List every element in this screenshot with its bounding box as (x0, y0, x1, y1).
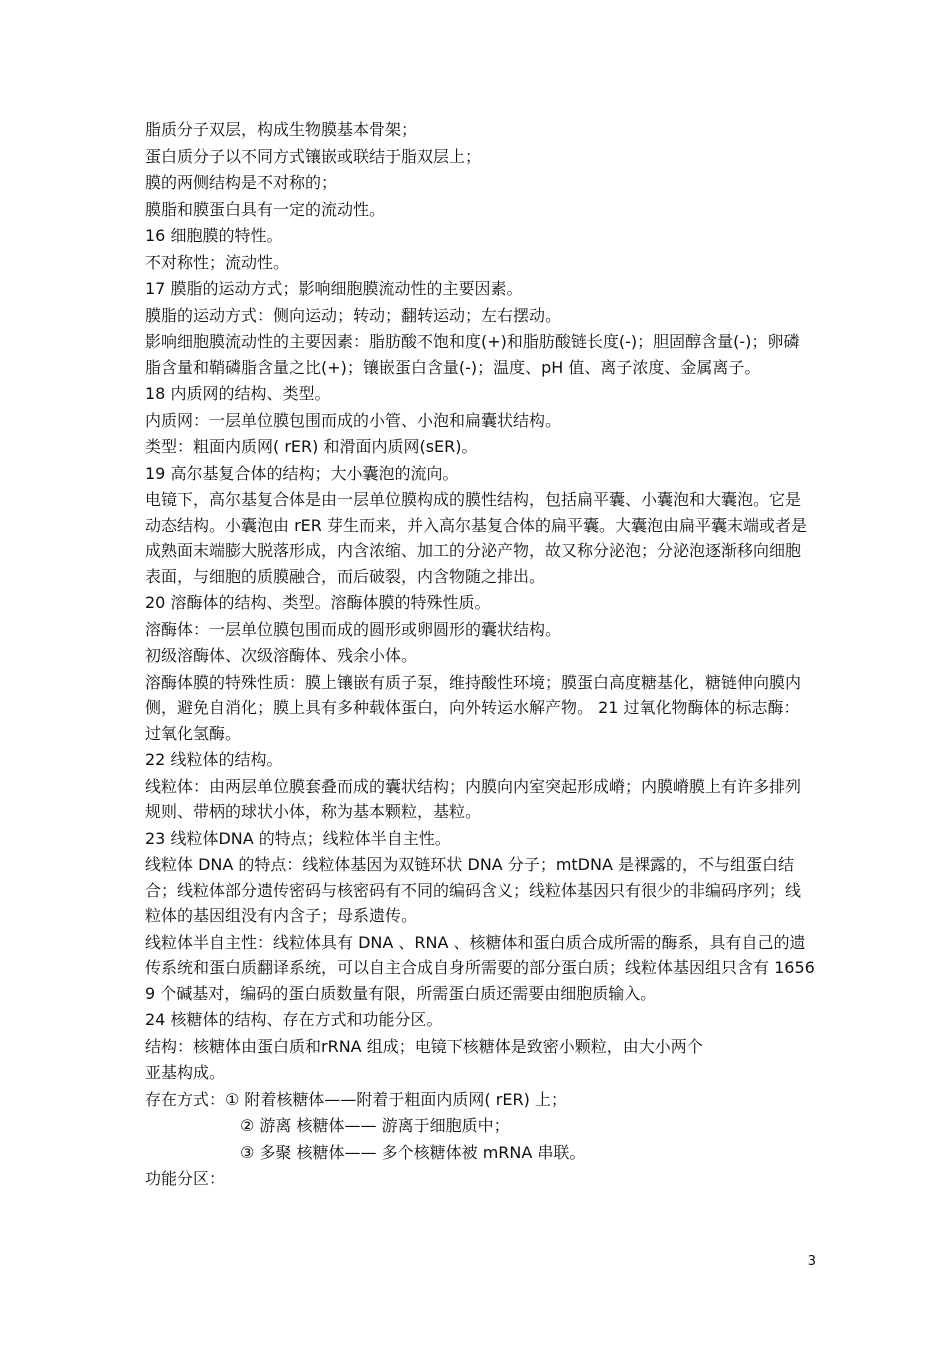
document-body (145, 117, 815, 1193)
section-heading: 16 细胞膜的特性。 (145, 226, 283, 245)
paragraph: 线粒体 DNA 的特点：线粒体基因为双链环状 DNA 分子；mtDNA 是裸露的，不与组蛋白结合；线粒体部分遗传密码与核密码有不同的编码含义；线粒体基因只有很少的非编码序列；线粒体的基因组没有内含子；母系遗传。 (145, 855, 802, 925)
list-item: ② 游离 核糖体—— 游离于细胞质中； (240, 1116, 510, 1135)
text-line: 亚基构成。 (145, 1063, 226, 1082)
paragraph: 影响细胞膜流动性的主要因素：脂肪酸不饱和度(+)和脂肪酸链长度(-)；胆固醇含量(-)；卵磷脂含量和鞘磷脂含量之比(+)；镶嵌蛋白含量(-)；温度、pH 值、离子浓度、金属离子。 (145, 332, 800, 377)
section-heading: 23 线粒体DNA 的特点；线粒体半自主性。 (145, 828, 451, 848)
text-line: 初级溶酶体、次级溶酶体、残余小体。 (145, 646, 418, 665)
list-item: ③ 多聚 核糖体—— 多个核糖体被 mRNA 串联。 (240, 1142, 586, 1162)
text-line: 膜脂的运动方式：侧向运动；转动；翻转运动；左右摆动。 (145, 305, 562, 325)
text-line: 蛋白质分子以不同方式镶嵌或联结于脂双层上； (145, 146, 482, 166)
text-line: 不对称性；流动性。 (145, 252, 290, 272)
paragraph: 线粒体：由两层单位膜套叠而成的囊状结构；内膜向内室突起形成嵴；内膜嵴膜上有许多排列规则、带柄的球状小体，称为基本颗粒，基粒。 (145, 776, 802, 821)
page-number: 3 (807, 1254, 816, 1269)
text-line: 内质网：一层单位膜包围而成的小管、小泡和扁囊状结构。 (145, 410, 562, 430)
paragraph: 电镜下，高尔基复合体是由一层单位膜构成的膜性结构，包括扁平囊、小囊泡和大囊泡。它是动态结构。小囊泡由 rER 芽生而来，并入高尔基复合体的扁平囊。大囊泡由扁平囊末端或者是成熟面末端膨大脱落形成，内含浓缩、加工的分泌产物，故又称分泌泡；分泌泡逐渐移向细胞表面，与细胞的质膜融合，而后破裂，内含物随之排出。 (145, 490, 807, 586)
text-line: 脂质分子双层，构成生物膜基本骨架； (145, 120, 418, 139)
list-item: 存在方式：① 附着核糖体——附着于粗面内质网( rER) 上； (145, 1089, 567, 1109)
section-heading: 17 膜脂的运动方式；影响细胞膜流动性的主要因素。 (145, 279, 523, 298)
text-line: 溶酶体：一层单位膜包围而成的圆形或卵圆形的囊状结构。 (145, 619, 562, 639)
section-heading: 20 溶酶体的结构、类型。溶酶体膜的特殊性质。 (145, 593, 491, 612)
text-line: 功能分区： (145, 1169, 226, 1188)
section-heading: 24 核糖体的结构、存在方式和功能分区。 (145, 1010, 443, 1029)
text-line: 结构：核糖体由蛋白质和rRNA 组成；电镜下核糖体是致密小颗粒，由大小两个 (145, 1036, 703, 1056)
section-heading: 22 线粒体的结构。 (145, 750, 283, 769)
text-line: 膜脂和膜蛋白具有一定的流动性。 (145, 199, 386, 219)
section-heading: 18 内质网的结构、类型。 (145, 384, 331, 403)
text-line: 膜的两侧结构是不对称的； (145, 173, 338, 192)
paragraph: 溶酶体膜的特殊性质：膜上镶嵌有质子泵，维持酸性环境；膜蛋白高度糖基化，糖链伸向膜内侧，避免自消化；膜上具有多种载体蛋白，向外转运水解产物。 21 过氧化物酶体的标志酶：过氧化氢酶。 (145, 672, 802, 743)
paragraph: 线粒体半自主性：线粒体具有 DNA 、RNA 、核糖体和蛋白质合成所需的酶系，具有自己的遗传系统和蛋白质翻译系统，可以自主合成自身所需要的部分蛋白质；线粒体基因组只含有 16569 个碱基对，编码的蛋白质数量有限，所需蛋白质还需要由细胞质输入。 (145, 932, 815, 1003)
section-heading: 19 高尔基复合体的结构；大小囊泡的流向。 (145, 463, 459, 483)
text-line: 类型：粗面内质网( rER) 和滑面内质网(sER)。 (145, 437, 478, 456)
